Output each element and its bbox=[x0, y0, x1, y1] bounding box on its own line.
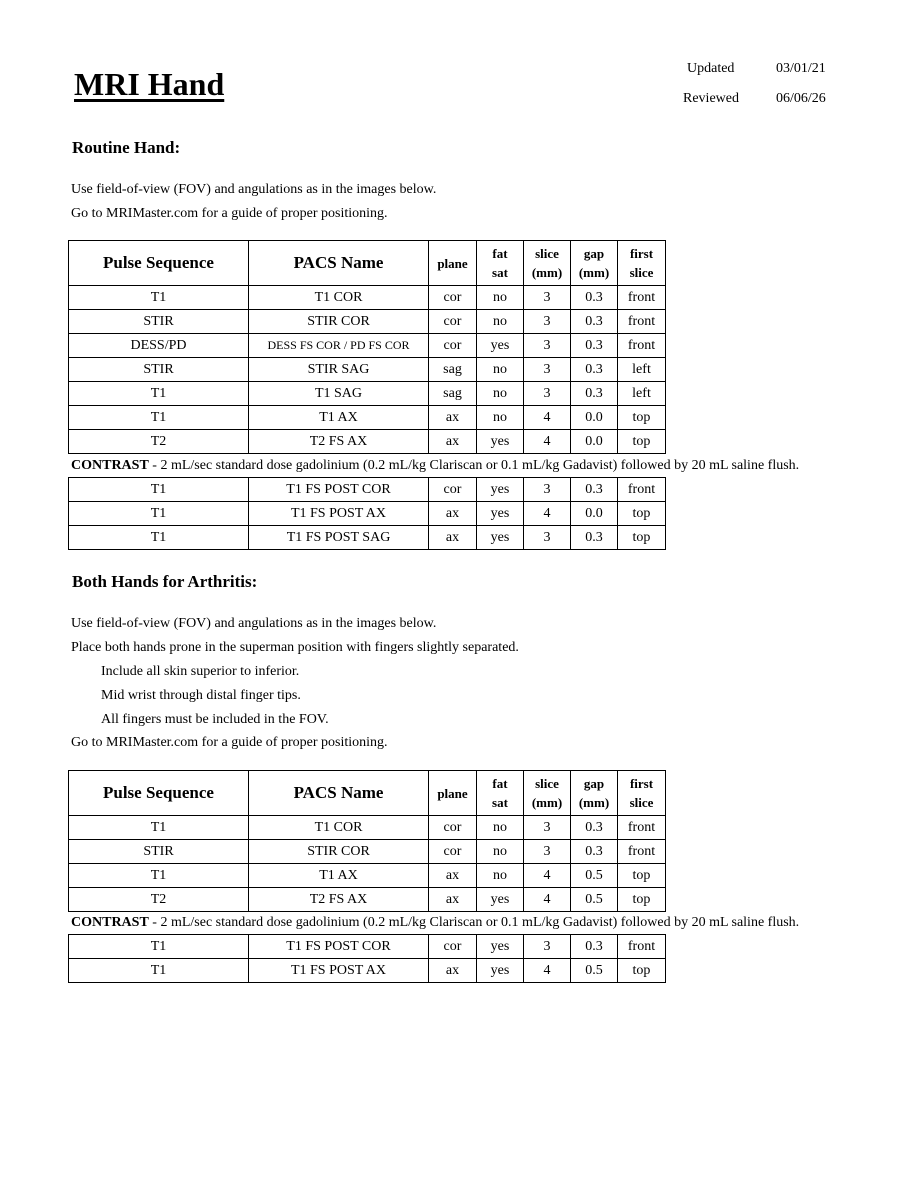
cell-fat-sat: no bbox=[477, 840, 524, 864]
cell-plane: cor bbox=[429, 935, 477, 959]
cell-slice: 3 bbox=[524, 478, 571, 502]
cell-pacs-name: T2 FS AX bbox=[249, 888, 429, 912]
col-slice bbox=[524, 241, 571, 286]
cell-fat-sat: yes bbox=[477, 935, 524, 959]
cell-first-slice: top bbox=[618, 888, 666, 912]
cell-gap: 0.3 bbox=[571, 526, 618, 550]
cell-plane: cor bbox=[429, 334, 477, 358]
cell-gap: 0.0 bbox=[571, 502, 618, 526]
header-line: slice bbox=[535, 246, 559, 261]
cell-gap: 0.5 bbox=[571, 959, 618, 983]
cell-fat-sat: no bbox=[477, 310, 524, 334]
cell-pacs-name: T2 FS AX bbox=[249, 430, 429, 454]
cell-slice: 4 bbox=[524, 888, 571, 912]
table-header-row bbox=[69, 241, 666, 286]
cell-pulse-sequence: T1 bbox=[69, 502, 249, 526]
cell-pulse-sequence: STIR bbox=[69, 310, 249, 334]
arthritis-post-contrast-table bbox=[68, 934, 666, 983]
cell-plane: sag bbox=[429, 358, 477, 382]
cell-first-slice: front bbox=[618, 334, 666, 358]
cell-slice: 3 bbox=[524, 310, 571, 334]
routine-heading: Routine Hand: bbox=[72, 138, 181, 157]
contrast-text: - 2 mL/sec standard dose gadolinium (0.2 mL/kg Clariscan or 0.1 mL/kg Gadavist) followed by 20 mL saline flush. bbox=[148, 915, 800, 930]
header-line: fat bbox=[492, 776, 508, 791]
arthritis-line: All fingers must be included in the FOV. bbox=[101, 712, 329, 727]
cell-first-slice: top bbox=[618, 864, 666, 888]
cell-slice: 3 bbox=[524, 816, 571, 840]
cell-plane: ax bbox=[429, 888, 477, 912]
col-pacs-name: PACS Name bbox=[249, 241, 429, 286]
cell-plane: cor bbox=[429, 478, 477, 502]
cell-plane: ax bbox=[429, 406, 477, 430]
cell-first-slice: front bbox=[618, 286, 666, 310]
cell-pulse-sequence: T1 bbox=[69, 816, 249, 840]
cell-plane: ax bbox=[429, 526, 477, 550]
cell-slice: 4 bbox=[524, 864, 571, 888]
table-row bbox=[69, 935, 666, 959]
cell-plane: ax bbox=[429, 864, 477, 888]
routine-post-contrast-table bbox=[68, 477, 666, 550]
cell-plane: ax bbox=[429, 430, 477, 454]
cell-pacs-name: T1 COR bbox=[249, 816, 429, 840]
header-line: (mm) bbox=[578, 265, 610, 280]
cell-gap: 0.3 bbox=[571, 334, 618, 358]
cell-pulse-sequence: T1 bbox=[69, 406, 249, 430]
col-pacs-name: PACS Name bbox=[249, 771, 429, 816]
cell-first-slice: top bbox=[618, 430, 666, 454]
header-line: sat bbox=[492, 795, 508, 810]
table-row bbox=[69, 334, 666, 358]
table-row bbox=[69, 888, 666, 912]
arthritis-line: Go to MRIMaster.com for a guide of proper positioning. bbox=[71, 735, 388, 750]
cell-plane: ax bbox=[429, 502, 477, 526]
cell-first-slice: top bbox=[618, 959, 666, 983]
header-line: (mm) bbox=[578, 795, 610, 810]
col-gap bbox=[571, 771, 618, 816]
cell-pacs-name: T1 AX bbox=[249, 406, 429, 430]
header-line: slice bbox=[535, 776, 559, 791]
header-line: sat bbox=[492, 265, 508, 280]
arthritis-contrast-note bbox=[71, 915, 799, 931]
table-row bbox=[69, 816, 666, 840]
arthritis-line: Mid wrist through distal finger tips. bbox=[101, 688, 301, 703]
cell-slice: 3 bbox=[524, 840, 571, 864]
updated-label: Updated bbox=[687, 61, 735, 76]
reviewed-date: 06/06/26 bbox=[776, 91, 826, 106]
cell-first-slice: front bbox=[618, 816, 666, 840]
header-line: (mm) bbox=[531, 795, 563, 810]
page-title: MRI Hand bbox=[74, 66, 225, 102]
cell-fat-sat: yes bbox=[477, 430, 524, 454]
cell-fat-sat: no bbox=[477, 358, 524, 382]
cell-pacs-name: T1 COR bbox=[249, 286, 429, 310]
cell-plane: cor bbox=[429, 310, 477, 334]
cell-pulse-sequence: T1 bbox=[69, 382, 249, 406]
cell-pacs-name: T1 FS POST AX bbox=[249, 502, 429, 526]
arthritis-heading: Both Hands for Arthritis: bbox=[72, 572, 258, 591]
cell-gap: 0.5 bbox=[571, 888, 618, 912]
col-gap bbox=[571, 241, 618, 286]
cell-plane: ax bbox=[429, 959, 477, 983]
header-line: (mm) bbox=[531, 265, 563, 280]
cell-gap: 0.3 bbox=[571, 310, 618, 334]
cell-fat-sat: no bbox=[477, 816, 524, 840]
reviewed-label: Reviewed bbox=[683, 91, 739, 106]
cell-slice: 4 bbox=[524, 406, 571, 430]
cell-pulse-sequence: STIR bbox=[69, 840, 249, 864]
cell-fat-sat: no bbox=[477, 382, 524, 406]
header-line: fat bbox=[492, 246, 508, 261]
cell-plane: sag bbox=[429, 382, 477, 406]
cell-fat-sat: yes bbox=[477, 502, 524, 526]
cell-slice: 3 bbox=[524, 358, 571, 382]
header-line: gap bbox=[583, 246, 605, 261]
cell-slice: 3 bbox=[524, 935, 571, 959]
cell-pacs-name: T1 FS POST AX bbox=[249, 959, 429, 983]
col-pulse-sequence: Pulse Sequence bbox=[69, 241, 249, 286]
header-line: slice bbox=[629, 795, 654, 810]
cell-plane: cor bbox=[429, 286, 477, 310]
arthritis-line: Include all skin superior to inferior. bbox=[101, 664, 300, 679]
routine-line: Go to MRIMaster.com for a guide of proper positioning. bbox=[71, 206, 388, 221]
cell-gap: 0.3 bbox=[571, 478, 618, 502]
cell-pulse-sequence: T1 bbox=[69, 935, 249, 959]
cell-gap: 0.3 bbox=[571, 286, 618, 310]
col-slice bbox=[524, 771, 571, 816]
cell-pulse-sequence: T2 bbox=[69, 888, 249, 912]
col-pulse-sequence: Pulse Sequence bbox=[69, 771, 249, 816]
cell-plane: cor bbox=[429, 816, 477, 840]
cell-gap: 0.0 bbox=[571, 406, 618, 430]
cell-pacs-name: STIR COR bbox=[249, 310, 429, 334]
cell-pacs-name: T1 SAG bbox=[249, 382, 429, 406]
cell-gap: 0.0 bbox=[571, 430, 618, 454]
cell-slice: 4 bbox=[524, 502, 571, 526]
cell-slice: 3 bbox=[524, 526, 571, 550]
routine-line: Use field-of-view (FOV) and angulations as in the images below. bbox=[71, 182, 437, 197]
cell-first-slice: left bbox=[618, 382, 666, 406]
arthritis-line: Place both hands prone in the superman position with fingers slightly separated. bbox=[71, 640, 519, 655]
cell-slice: 3 bbox=[524, 286, 571, 310]
cell-gap: 0.3 bbox=[571, 816, 618, 840]
cell-pulse-sequence: DESS/PD bbox=[69, 334, 249, 358]
cell-pulse-sequence: T1 bbox=[69, 864, 249, 888]
col-fat-sat bbox=[477, 771, 524, 816]
cell-pulse-sequence: T1 bbox=[69, 478, 249, 502]
cell-fat-sat: no bbox=[477, 864, 524, 888]
table-row bbox=[69, 526, 666, 550]
routine-contrast-note bbox=[71, 458, 799, 474]
cell-fat-sat: yes bbox=[477, 478, 524, 502]
cell-pacs-name: T1 AX bbox=[249, 864, 429, 888]
col-plane: plane bbox=[429, 241, 477, 286]
table-header-row bbox=[69, 771, 666, 816]
table-row bbox=[69, 959, 666, 983]
header-line: first bbox=[629, 776, 654, 791]
cell-pulse-sequence: STIR bbox=[69, 358, 249, 382]
table-row bbox=[69, 430, 666, 454]
arthritis-line: Use field-of-view (FOV) and angulations as in the images below. bbox=[71, 616, 437, 631]
cell-pacs-name: T1 FS POST COR bbox=[249, 478, 429, 502]
cell-gap: 0.3 bbox=[571, 935, 618, 959]
contrast-label: CONTRAST bbox=[71, 458, 149, 473]
table-row bbox=[69, 286, 666, 310]
routine-protocol-table bbox=[68, 240, 666, 454]
cell-pacs-name: T1 FS POST COR bbox=[249, 935, 429, 959]
cell-first-slice: left bbox=[618, 358, 666, 382]
contrast-label: CONTRAST bbox=[71, 915, 149, 930]
contrast-text: - 2 mL/sec standard dose gadolinium (0.2 mL/kg Clariscan or 0.1 mL/kg Gadavist) followed by 20 mL saline flush. bbox=[148, 458, 800, 473]
cell-slice: 3 bbox=[524, 382, 571, 406]
table-row bbox=[69, 310, 666, 334]
cell-fat-sat: no bbox=[477, 286, 524, 310]
cell-plane: cor bbox=[429, 840, 477, 864]
cell-pulse-sequence: T1 bbox=[69, 959, 249, 983]
cell-gap: 0.3 bbox=[571, 840, 618, 864]
cell-pulse-sequence: T1 bbox=[69, 526, 249, 550]
table-row bbox=[69, 382, 666, 406]
table-row bbox=[69, 406, 666, 430]
col-first-slice bbox=[618, 241, 666, 286]
cell-slice: 4 bbox=[524, 959, 571, 983]
cell-slice: 4 bbox=[524, 430, 571, 454]
cell-gap: 0.3 bbox=[571, 358, 618, 382]
table-row bbox=[69, 478, 666, 502]
cell-pacs-name: STIR COR bbox=[249, 840, 429, 864]
table-row bbox=[69, 502, 666, 526]
table-row bbox=[69, 840, 666, 864]
cell-first-slice: front bbox=[618, 935, 666, 959]
cell-fat-sat: no bbox=[477, 406, 524, 430]
table-row bbox=[69, 864, 666, 888]
header-line: slice bbox=[629, 265, 654, 280]
cell-pacs-name: DESS FS COR / PD FS COR bbox=[249, 334, 429, 358]
cell-fat-sat: yes bbox=[477, 888, 524, 912]
cell-first-slice: top bbox=[618, 502, 666, 526]
cell-first-slice: front bbox=[618, 478, 666, 502]
cell-pulse-sequence: T2 bbox=[69, 430, 249, 454]
col-first-slice bbox=[618, 771, 666, 816]
col-plane: plane bbox=[429, 771, 477, 816]
table-row bbox=[69, 358, 666, 382]
cell-fat-sat: yes bbox=[477, 334, 524, 358]
cell-slice: 3 bbox=[524, 334, 571, 358]
col-fat-sat bbox=[477, 241, 524, 286]
arthritis-protocol-table bbox=[68, 770, 666, 912]
cell-pulse-sequence: T1 bbox=[69, 286, 249, 310]
cell-pacs-name: STIR SAG bbox=[249, 358, 429, 382]
cell-first-slice: top bbox=[618, 526, 666, 550]
cell-fat-sat: yes bbox=[477, 959, 524, 983]
cell-first-slice: front bbox=[618, 840, 666, 864]
cell-gap: 0.5 bbox=[571, 864, 618, 888]
updated-date: 03/01/21 bbox=[776, 61, 826, 76]
header-line: first bbox=[629, 246, 654, 261]
cell-first-slice: front bbox=[618, 310, 666, 334]
cell-pacs-name: T1 FS POST SAG bbox=[249, 526, 429, 550]
cell-first-slice: top bbox=[618, 406, 666, 430]
cell-fat-sat: yes bbox=[477, 526, 524, 550]
header-line: gap bbox=[583, 776, 605, 791]
cell-gap: 0.3 bbox=[571, 382, 618, 406]
